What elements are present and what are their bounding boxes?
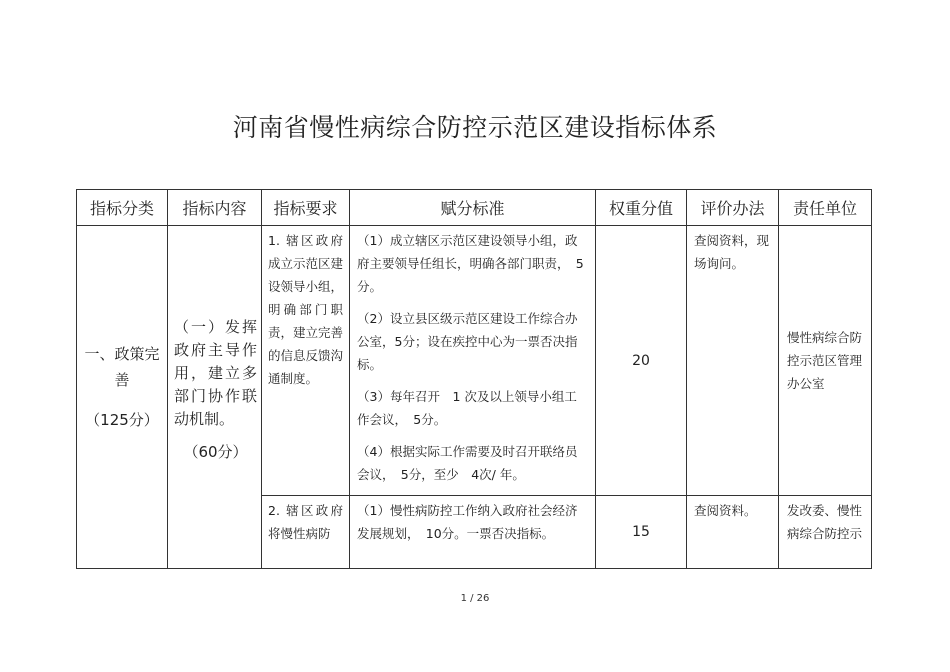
responsible-text: 慢性病综合防控示范区管理办公室 [787,330,863,391]
evaluation-text: 查阅资料，现场询问。 [694,233,770,271]
table-header-row [77,190,872,226]
standard-item: （1）慢性病防控工作纳入政府社会经济发展规划， 10分。一票否决指标。 [357,503,578,541]
responsible-text: 发改委、慢性病综合防控示 [787,503,863,541]
header-requirement: 指标要求 [262,190,350,226]
evaluation-cell [687,226,779,496]
header-weight: 权重分值 [596,190,687,226]
header-content: 指标内容 [168,190,262,226]
standard-cell [350,226,596,496]
standard-cell [350,496,596,569]
requirement-cell [262,496,350,569]
document-title: 河南省慢性病综合防控示范区建设指标体系 [232,113,718,142]
category-points: （125分） [85,411,159,429]
requirement-cell [262,226,350,496]
weight-cell: 20 [596,226,687,496]
category-name: 一、政策完善 [84,345,160,389]
standard-item: （1）成立辖区示范区建设领导小组，政府主要领导任组长，明确各部门职责， 5分。 [357,233,584,294]
standard-item: （2）设立县区级示范区建设工作综合办公室，5分；设在疾控中心为一票否决指标。 [357,311,578,372]
content-cell [168,226,262,569]
evaluation-text: 查阅资料。 [694,503,757,518]
table-row [77,226,872,496]
responsible-cell [779,496,872,569]
standard-item: （4）根据实际工作需要及时召开联络员会议， 5分，至少 4次/ 年。 [357,444,578,482]
header-responsible: 责任单位 [779,190,872,226]
indicator-table [76,189,872,569]
evaluation-cell [687,496,779,569]
requirement-text: 2. 辖区政府将慢性病防 [268,503,343,541]
header-evaluation: 评价办法 [687,190,779,226]
content-points: （60分） [183,443,248,461]
content-text: （一）发挥政府主导作用，建立多部门协作联动机制。 [174,318,257,428]
standard-item: （3）每年召开 1 次及以上领导小组工作会议， 5分。 [357,389,577,427]
category-cell [77,226,168,569]
header-standard: 赋分标准 [350,190,596,226]
requirement-text: 1. 辖区政府成立示范区建设领导小组，明确部门职责，建立完善的信息反馈沟通制度。 [268,233,344,386]
page-number: 1 / 26 [460,593,490,604]
weight-cell: 15 [596,496,687,569]
responsible-cell [779,226,872,496]
header-category: 指标分类 [77,190,168,226]
